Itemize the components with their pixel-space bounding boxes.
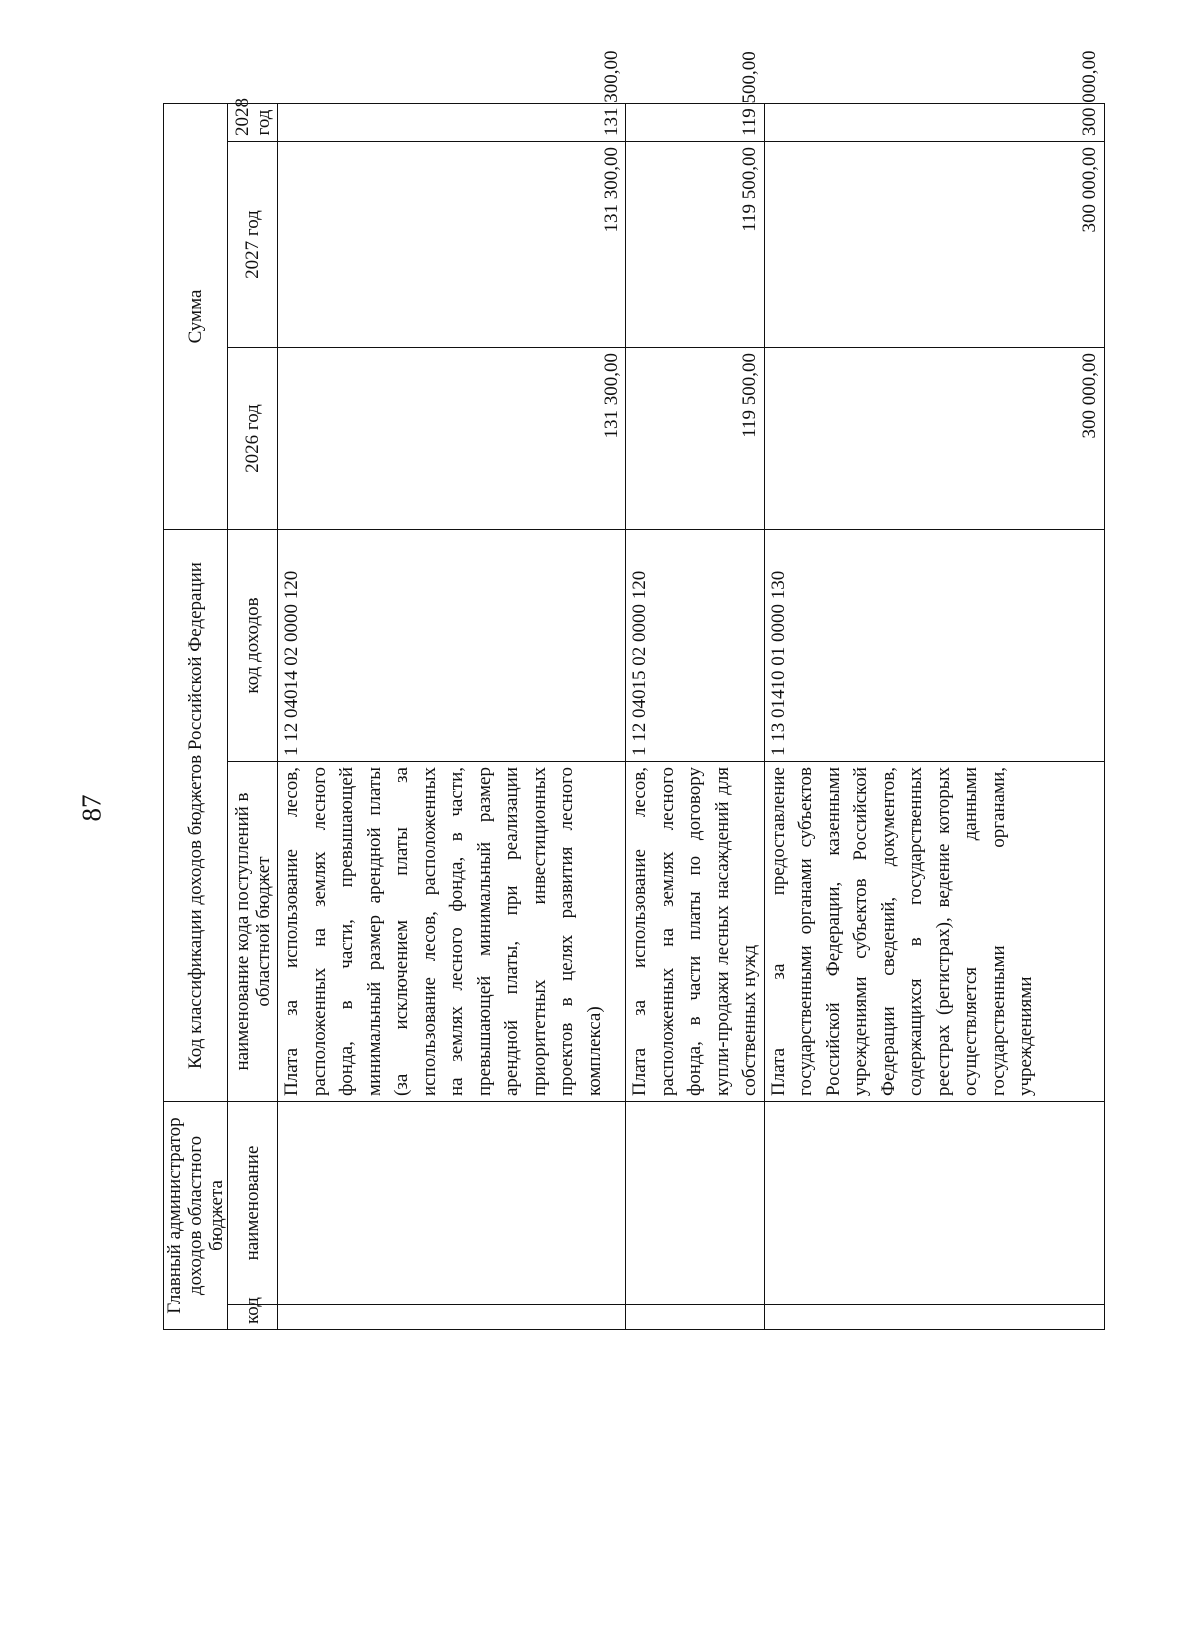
header-row-1: [164, 103, 228, 1329]
header-sum-group: Сумма: [164, 103, 228, 529]
row-sum-2026: 300 000,00: [764, 348, 1104, 530]
row-income-code: 1 12 04014 02 0000 120: [278, 530, 626, 762]
row-sum-2027: 131 300,00: [278, 142, 626, 348]
row-admin-name: [764, 1102, 1104, 1305]
row-sum-2026: 119 500,00: [626, 348, 765, 530]
header-admin-group: Главный администратор доходов областного бюджета: [164, 1102, 228, 1330]
header-income-code: код доходов: [228, 530, 278, 762]
row-sum-2028: 131 300,00: [278, 103, 626, 141]
row-sum-2027: 119 500,00: [626, 142, 765, 348]
row-income-code: 1 12 04015 02 0000 120: [626, 530, 765, 762]
page-number: 87: [76, 794, 107, 822]
table-row: [626, 103, 765, 1329]
row-description: Плата за использование лесов, расположенных на землях лесного фонда, в части, превышающей минимальный размер арендной платы (за исключением платы за использование лесов, расположенных на землях лесного фонда, в части, превышающей минимальный размер арендной платы, при реализации приоритетных инвестиционных проектов в целях развития лесного комплекса): [278, 762, 626, 1102]
revenue-table-rotated: [163, 50, 1100, 1330]
row-sum-2027: 300 000,00: [764, 142, 1104, 348]
header-year-2026: 2026 год: [228, 348, 278, 530]
row-admin-name: [278, 1102, 626, 1305]
row-sum-2026: 131 300,00: [278, 348, 626, 530]
header-admin-code: код: [228, 1305, 278, 1330]
header-year-2028: 2028 год: [228, 103, 278, 141]
row-admin-code: [764, 1305, 1104, 1330]
header-row-2: [228, 103, 278, 1329]
row-sum-2028: 119 500,00: [626, 103, 765, 141]
row-description: Плата за предоставление государственными органами субъектов Российской Федерации, казенными учреждениями субъектов Российской Федерации сведений, документов, содержащихся в государственных реестрах (регистрах), ведение которых осуществляется данными государственными органами, учреждениями: [764, 762, 1104, 1102]
header-year-2027: 2027 год: [228, 142, 278, 348]
row-description: Плата за использование лесов, расположенных на землях лесного фонда, в части платы по договору купли-продажи лесных насаждений для собственных нужд: [626, 762, 765, 1102]
row-admin-name: [626, 1102, 765, 1305]
row-admin-code: [626, 1305, 765, 1330]
revenue-table: [163, 50, 1105, 1330]
header-classification-name: наименование кода поступлений в областной бюджет: [228, 762, 278, 1102]
row-sum-2028: 300 000,00: [764, 103, 1104, 141]
table-row: [764, 103, 1104, 1329]
header-admin-name: наименование: [228, 1102, 278, 1305]
row-income-code: 1 13 01410 01 0000 130: [764, 530, 1104, 762]
table-row: [278, 103, 626, 1329]
header-classification-group: Код классификации доходов бюджетов Российской Федерации: [164, 530, 228, 1102]
row-admin-code: [278, 1305, 626, 1330]
